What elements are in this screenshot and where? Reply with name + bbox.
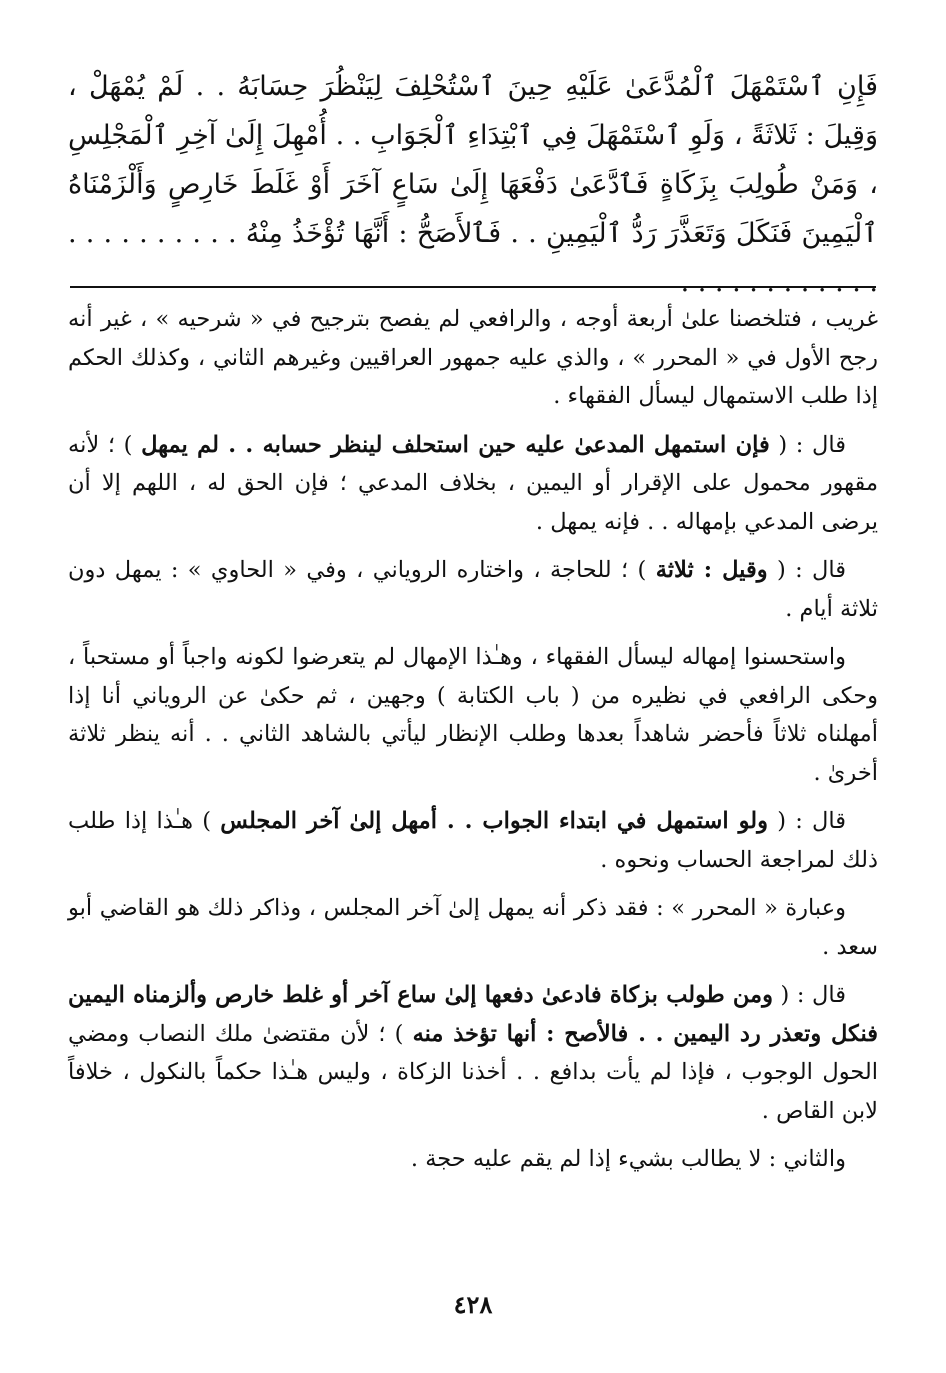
main-text: فَإِنِ ٱسْتَمْهَلَ ٱلْمُدَّعَىٰ عَلَيْهِ حِينَ ٱسْتُحْلِفَ لِيَنْظُرَ حِسَابَهُ . . لَمْ يُمْهَلْ ، وَقِيلَ : ثَلاثَةً ، وَلَوِ ٱسْتَمْهَلَ فِي ٱبْتِدَاءِ ٱلْجَوَابِ . . أُمْهِلَ إِلَىٰ آخِرِ ٱلْمَجْلِسِ ، وَمَنْ طُولِبَ بِزَكَاةٍ فَٱدَّعَىٰ دَفْعَهَا إِلَىٰ سَاعٍ آخَرَ أَوْ غَلَطَ خَارِصٍ وَأَلْزَمْنَاهُ ٱلْيَمِينَ فَنَكَلَ وَتَعَذَّرَ رَدُّ ٱلْيَمِينِ . . فَٱلأَصَحُّ : أَنَّهَا تُؤْخَذُ مِنْهُ . . . . . . . . . . . . . . . . . . . . . .	[68, 71, 878, 298]
quoted-text: ومن طولب بزكاة فادعىٰ دفعها إلىٰ ساع آخر أو غلط خارص وألزمناه اليمين فنكل وتعذر رد اليمين . . فالأصح : أنها تؤخذ منه	[68, 982, 879, 1047]
quoted-text: فإن استمهل المدعىٰ عليه حين استحلف لينظر حسابه . . لم يمهل	[141, 431, 770, 458]
section-divider	[70, 286, 876, 288]
explanation-text: ) هـٰذا إذا طلب ذلك لمراجعة الحساب ونحوه .	[68, 808, 878, 873]
commentary-paragraph-6: وعبارة « المحرر » : فقد ذكر أنه يمهل إلىٰ آخر المجلس ، وذاكر ذلك هو القاضي أبو سعد .	[68, 895, 878, 960]
quote-label: قال : (	[778, 431, 847, 458]
commentary-paragraph-2	[68, 426, 878, 542]
commentary-paragraph-5	[68, 802, 878, 879]
quote-label: قال : (	[777, 808, 846, 834]
commentary-paragraph-7	[68, 976, 878, 1130]
commentary	[68, 300, 878, 1189]
explanation-text: ) ؛ للحاجة ، واختاره الروياني ، وفي « الحاوي » : يمهل دون ثلاثة أيام .	[68, 557, 878, 622]
quote-label: قال : (	[776, 557, 846, 583]
quote-label: قال : (	[780, 982, 846, 1008]
quoted-text: وقيل : ثلاثة	[655, 557, 768, 583]
page-number: ٤٢٨	[453, 1290, 493, 1319]
quoted-text: ولو استمهل في ابتداء الجواب . . أمهل إلىٰ آخر المجلس	[220, 808, 768, 834]
explanation-text: ) ؛ لأنه مقهور محمول على الإقرار أو اليمين ، بخلاف المدعي ؛ فإن الحق له ، اللهم إلا أن يرضى المدعي بإمهاله . . فإنه يمهل .	[68, 431, 878, 535]
explanation-text: ) ؛ لأن مقتضىٰ ملك النصاب ومضي الحول الوجوب ، فإذا لم يأت بدافع . . أخذنا الزكاة ، وليس هـٰذا حكماً بالنكول ، خلافاً لابن القاص .	[68, 1020, 878, 1124]
commentary-paragraph-4: واستحسنوا إمهاله ليسأل الفقهاء ، وهـٰذا الإمهال لم يتعرضوا لكونه واجباً أو مستحباً ، وحكى الرافعي في نظيره من ( باب الكتابة ) وجهين ، ثم حكىٰ عن الروياني أنا إذا أمهلناه ثلاثاً فأحضر شاهداً بعدها وطلب الإنظار ليأتي بالشاهد الثاني . . أنه ينظر ثلاثة أخرىٰ .	[68, 644, 878, 786]
commentary-paragraph-1: غريب ، فتلخصنا علىٰ أربعة أوجه ، والرافعي لم يفصح بترجيح في « شرحيه » ، غير أنه رجح الأول في « المحرر » ، والذي عليه جمهور العراقيين وغيرهم الثاني ، وكذلك الحكم إذا طلب الاستمهال ليسأل الفقهاء .	[68, 306, 878, 409]
commentary-paragraph-8: والثاني : لا يطالب بشيء إذا لم يقم عليه حجة .	[410, 1146, 846, 1172]
commentary-paragraph-3	[68, 551, 878, 628]
